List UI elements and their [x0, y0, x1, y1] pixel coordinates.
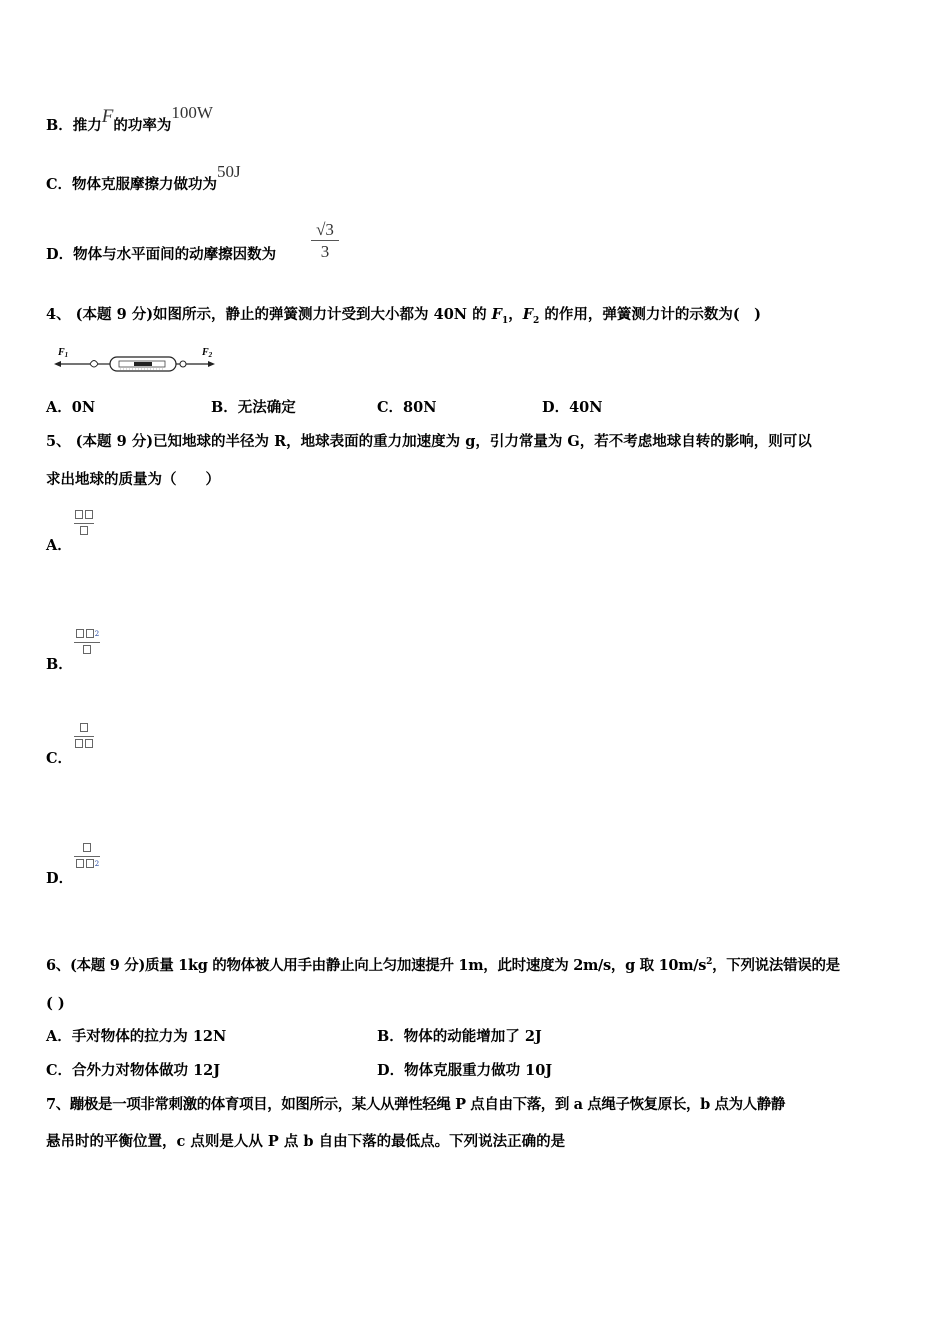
q4-option-a[interactable]: A．0N: [46, 399, 96, 416]
q5-option-a-formula: [74, 510, 94, 537]
q7-stem-line1: 7、蹦极是一项非常刺激的体育项目，如图所示，某人从弹性轻绳 P 点自由下落，到 a 点绳子恢复原长，b 点为人静静: [46, 1096, 785, 1113]
q5-option-c[interactable]: C．: [46, 750, 73, 767]
q4-option-b[interactable]: B．无法确定: [211, 399, 296, 416]
q5-stem-line2: 求出地球的质量为（ ）: [46, 471, 220, 488]
q6-option-a[interactable]: A．手对物体的拉力为 12N: [46, 1028, 227, 1045]
q6-option-c[interactable]: C．合外力对物体做功 12J: [46, 1062, 221, 1079]
q6-stem-line1: 6、(本题 9 分)质量 1kg 的物体被人用手由静止向上匀加速提升 1m，此时速度为 2m/s，g 取 $10m/s^2$，下列说法错误的是: [46, 957, 840, 974]
left-hook: [90, 361, 98, 368]
q6-option-d[interactable]: D．物体克服重力做功 10J: [377, 1062, 553, 1079]
scale-slider: [134, 362, 152, 366]
q4-option-d[interactable]: D．40N: [542, 399, 603, 416]
right-ring: [180, 361, 186, 367]
q4-stem: 4、 (本题 9 分)如图所示，静止的弹簧测力计受到大小都为 40N 的 $F_1$，$F_2$ 的作用，弹簧测力计的示数为( ): [46, 306, 762, 326]
option-b-power: B．推力F的功率为100W: [46, 103, 213, 134]
q5-stem-line1: 5、 (本题 9 分)已知地球的半径为 R，地球表面的重力加速度为 g，引力常量为 G，若不考虑地球自转的影响，则可以: [46, 433, 812, 450]
option-d-friction-coefficient: D．物体与水平面间的动摩擦因数为: [46, 246, 277, 263]
q7-stem-line2: 悬吊时的平衡位置，c 点则是人从 P 点 b 自由下落的最低点。下列说法正确的是: [46, 1133, 566, 1150]
f1-label: $F_1$: [58, 347, 69, 359]
f2-arrowhead: [208, 361, 215, 367]
q5-option-c-formula: [74, 723, 94, 750]
q5-option-a[interactable]: A．: [46, 537, 72, 554]
q5-option-b[interactable]: B．: [46, 656, 73, 673]
q6-stem-line2: ( ): [46, 995, 65, 1012]
f2-label: $F_2$: [202, 347, 213, 359]
q5-option-d[interactable]: D．: [46, 870, 74, 887]
f1-arrowhead: [54, 361, 61, 367]
q4-option-c[interactable]: C．80N: [377, 399, 437, 416]
spring-scale-figure: [52, 342, 220, 374]
q5-option-d-formula: 2: [74, 843, 100, 870]
q5-option-b-formula: 2: [74, 629, 100, 656]
option-c-friction-work: C．物体克服摩擦力做功为50J: [46, 162, 241, 193]
q6-option-b[interactable]: B．物体的动能增加了 2J: [377, 1028, 542, 1045]
sqrt3-over-3-fraction: $\frac{√3}{3}$: [311, 219, 339, 262]
